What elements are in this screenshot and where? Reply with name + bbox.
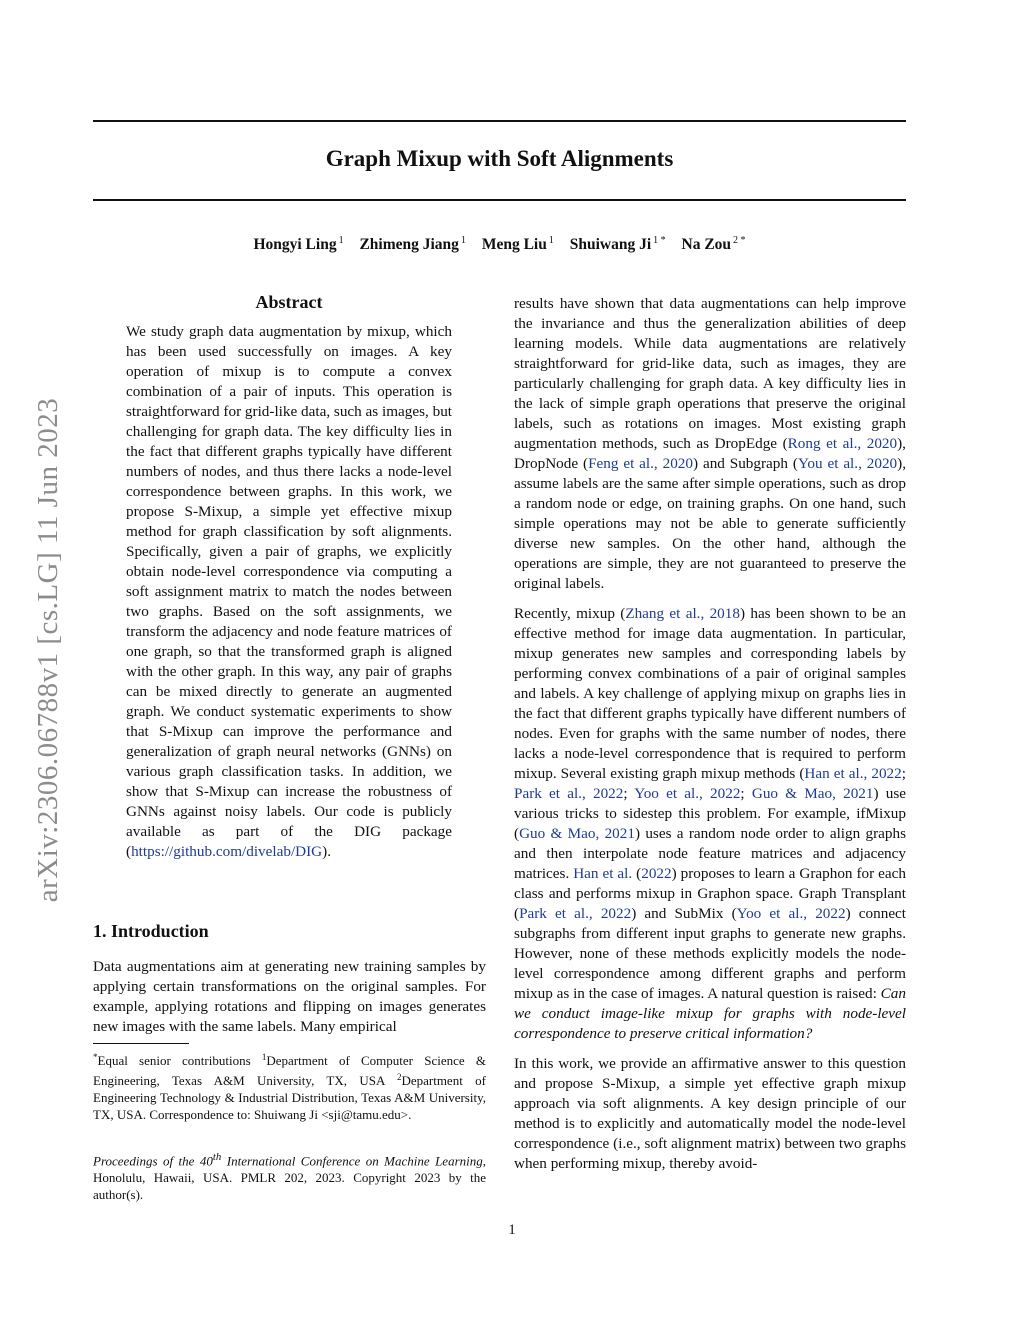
affiliation-footnote: *Equal senior contributions $^1$Department of Computer Science & Engineering, Texas A&M University, TX, USA $^2$Department of Engineering Technology & Industrial Distribution, Texas A&M University, TX, USA. Correspondence to: Shuiwang Ji <sji@tamu.edu>. [93,1052,486,1122]
section-heading-introduction: 1. Introduction [93,921,209,941]
code-repository-link[interactable]: https://github.com/divelab/DIG [131,843,323,860]
right-column [514,294,906,1184]
author-list [93,235,906,254]
title-rule-top [93,120,906,122]
citation-link[interactable]: Han et al., 2022 [804,765,902,782]
author: Meng Liu $^1$ [481,235,554,253]
body-paragraph: Recently, mixup (Zhang et al., 2018) has been shown to be an effective method for image data augmentation. In particular, mixup generates new samples and corresponding labels by performing convex combinations of a pair of original samples and labels. A key challenge of applying mixup on graphs lies in the fact that different graphs typically have different numbers of nodes. Even for graphs with the same number of nodes, there lacks a node-level correspondence that is required to perform mixup. Several existing graph mixup methods (Han et al., 2022; Park et al., 2022; Yoo et al., 2022; Guo & Mao, 2021) use various tricks to sidestep this problem. For example, ifMixup (Guo & Mao, 2021) uses a random node order to align graphs and then interpolate node feature matrices and adjacency matrices. Han et al. (2022) proposes to learn a Graphon for each class and performs mixup in Graphon space. Graph Transplant (Park et al., 2022) and SubMix (Yoo et al., 2022) connect subgraphs from different input graphs to generate new graphs. However, none of these methods explicitly models the node-level correspondence among different graphs and perform mixup as in the case of images. A natural question is raised: Can we conduct image-like mixup for graphs with node-level correspondence to preserve critical information? [514,605,907,1042]
author: Shuiwang Ji $^{1 *}$ [569,235,666,253]
citation-link[interactable]: 2022 [641,865,672,882]
proceedings-note: Proceedings of the 40th International Conference on Machine Learning, Honolulu, Hawaii, USA. PMLR 202, 2023. Copyright 2023 by the author(s). [93,1151,486,1203]
title-rule-bottom [93,199,906,201]
abstract-body: We study graph data augmentation by mixup, which has been used successfully on images. A key operation of mixup is to compute a convex combination of a pair of inputs. This operation is straightforward for grid-like data, such as images, but challenging for graph data. The key difficulty lies in the fact that different graphs typically have different numbers of nodes, and thus there lacks a node-level correspondence between graphs. In this work, we propose S-Mixup, a simple yet effective mixup method for graph classification by soft alignments. Specifically, given a pair of graphs, we explicitly obtain node-level correspondence via computing a soft assignment matrix to match the nodes between two graphs. Based on the soft assignments, we transform the adjacency and node feature matrices of one graph, so that the transformed graph is aligned with the other graph. In this way, any pair of graphs can be mixed directly to generate an augmented graph. We conduct systematic experiments to show that S-Mixup can improve the performance and generalization of graph neural networks (GNNs) on various graph classification tasks. In addition, we show that S-Mixup can increase the robustness of GNNs against noisy labels. Our code is publicly available as part of the DIG package (https://github.com/divelab/DIG). [126,323,453,860]
arxiv-identifier: arXiv:2306.06788v1 [cs.LG] 11 Jun 2023 [32,397,64,903]
citation-link[interactable]: Guo & Mao, 2021 [751,785,874,802]
page-number: 1 [508,1222,516,1238]
citation-link[interactable]: Feng et al., 2020 [588,455,693,472]
citation-link[interactable]: Zhang et al., 2018 [625,605,740,622]
citation-link[interactable]: Guo & Mao, 2021 [519,825,635,842]
body-paragraph: In this work, we provide an affirmative answer to this question and propose S-Mixup, a simple yet effective graph mixup approach via soft alignments. A key design principle of our method is to explicitly and automatically model the node-level correspondence (i.e., soft alignment matrix) between two graphs when performing mixup, thereby avoid- [514,1055,906,1172]
citation-link[interactable]: Yoo et al., 2022 [736,905,846,922]
citation-link[interactable]: Park et al., 2022 [514,785,624,802]
introduction-paragraph: Data augmentations aim at generating new training samples by applying certain transformations on the original samples. For example, applying rotations and flipping on images generates new images with the same labels. Many empirical [93,958,486,1035]
citation-link[interactable]: Yoo et al., 2022 [634,785,741,802]
footnote-divider [93,1043,189,1044]
citation-link[interactable]: Han et al. [573,865,633,882]
body-paragraph: results have shown that data augmentations can help improve the invariance and thus the generalization abilities of deep learning models. While data augmentations are relatively straightforward for grid-like data, such as images, they are particularly challenging for graph data. A key difficulty lies in the lack of simple graph operations that preserve the original labels, such as rotations on images. Most existing graph augmentation methods, such as DropEdge (Rong et al., 2020), DropNode (Feng et al., 2020) and Subgraph (You et al., 2020), assume labels are the same after simple operations, such as drop a random node or edge, on training graphs. On one hand, such simple operations may not be able to generate sufficiently diverse new samples. On the other hand, although the operations are simple, they are not guaranteed to preserve the original labels. [514,295,906,592]
author: Hongyi Ling $^1$ [253,235,344,253]
paper-title: Graph Mixup with Soft Alignments [325,146,674,171]
citation-link[interactable]: Park et al., 2022 [519,905,632,922]
citation-link[interactable]: You et al., 2020 [797,455,898,472]
author: Na Zou $^{2 *}$ [681,235,746,253]
citation-link[interactable]: Rong et al., 2020 [787,435,898,452]
author: Zhimeng Jiang $^1$ [359,235,466,253]
abstract-heading: Abstract [255,292,323,312]
